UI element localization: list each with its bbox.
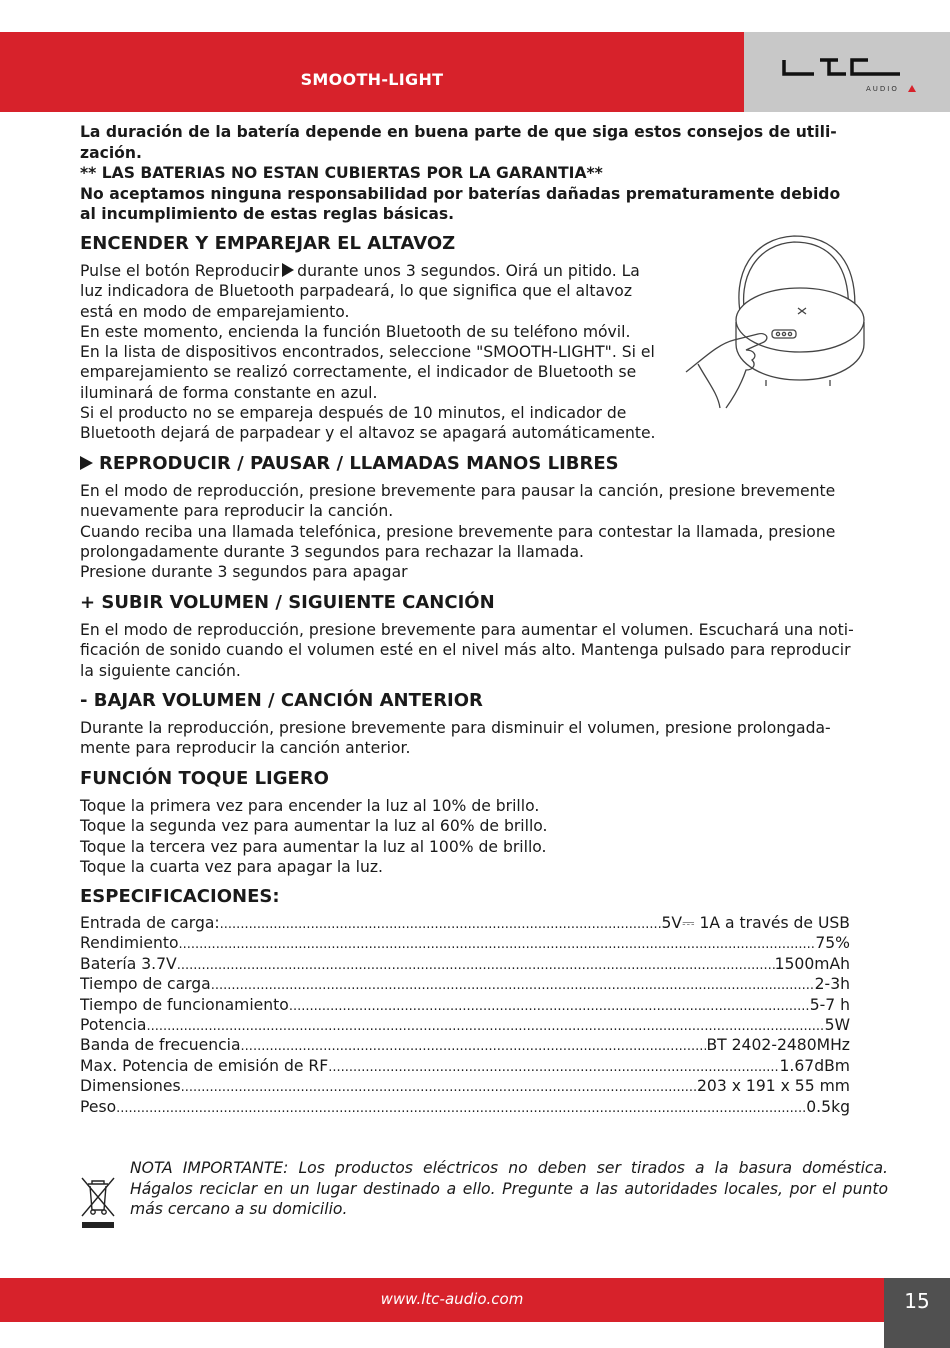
touch-section bbox=[80, 767, 888, 877]
pairing-text: luz indicadora de Bluetooth parpadeará, lo que significa que el altavoz bbox=[80, 282, 633, 301]
specs-section bbox=[80, 885, 888, 909]
spec-value: 1.67dBm bbox=[779, 1056, 850, 1075]
intro-line: La duración de la batería depende en buena parte de que siga estos consejos de utili- bbox=[80, 123, 837, 141]
spec-value: 75% bbox=[815, 934, 850, 953]
spec-value: 2-3h bbox=[814, 975, 850, 994]
spec-row bbox=[80, 1057, 850, 1077]
spec-row bbox=[80, 1077, 850, 1097]
spec-leader-dots bbox=[211, 978, 815, 993]
pairing-text: Pulse el botón Reproducir bbox=[80, 262, 280, 280]
intro-line: zación. bbox=[80, 143, 142, 162]
spec-label: Batería 3.7V bbox=[80, 954, 177, 973]
spec-label: Tiempo de funcionamiento bbox=[80, 995, 289, 1014]
spec-row bbox=[80, 996, 850, 1016]
volume-up-section bbox=[80, 591, 888, 681]
spec-leader-dots bbox=[177, 958, 775, 973]
important-note: NOTA IMPORTANTE: Los productos eléctricos no deben ser tirados a la basura doméstica. Hágalos reciclar en un lugar destinado a ello. Pregunte a las autoridades locales, por el punto más cercano a su domicilio. bbox=[130, 1159, 888, 1218]
specs-heading: ESPECIFICACIONES: bbox=[80, 886, 280, 907]
pairing-text: Si el producto no se empareja después de 10 minutos, el indicador de bbox=[80, 404, 627, 423]
spec-value: 203 x 191 x 55 mm bbox=[697, 1077, 850, 1096]
play-icon bbox=[80, 456, 93, 470]
spec-row bbox=[80, 975, 850, 995]
footer-url[interactable]: www.ltc-audio.com bbox=[380, 1290, 524, 1308]
pairing-text: durante unos 3 segundos. Oirá un pitido. La bbox=[297, 262, 640, 280]
touch-text: Toque la tercera vez para aumentar la luz al 100% de brillo. bbox=[80, 837, 547, 856]
svg-text:AUDIO: AUDIO bbox=[866, 85, 899, 93]
spec-row bbox=[80, 1016, 850, 1036]
play-text: Cuando reciba una llamada telefónica, presione brevemente para contestar la llamada, presione bbox=[80, 522, 836, 541]
spec-leader-dots bbox=[146, 1019, 824, 1034]
play-text: Presione durante 3 segundos para apagar bbox=[80, 563, 408, 582]
volume-down-heading: - BAJAR VOLUMEN / CANCIÓN ANTERIOR bbox=[80, 690, 483, 711]
touch-text: Toque la segunda vez para aumentar la luz al 60% de brillo. bbox=[80, 817, 548, 836]
pairing-text: iluminará de forma constante en azul. bbox=[80, 383, 378, 402]
weee-bin-icon bbox=[80, 1174, 116, 1234]
volume-down-section bbox=[80, 689, 888, 759]
play-heading: REPRODUCIR / PAUSAR / LLAMADAS MANOS LIBRES bbox=[99, 453, 619, 474]
spec-leader-dots bbox=[179, 937, 816, 952]
spec-value: BT 2402-2480MHz bbox=[706, 1036, 850, 1055]
spec-leader-dots bbox=[241, 1039, 707, 1054]
spec-row bbox=[80, 1098, 850, 1118]
volume-up-text: En el modo de reproducción, presione brevemente para aumentar el volumen. Escuchará una noti- bbox=[80, 621, 854, 639]
spec-value: 5-7 h bbox=[809, 995, 850, 1014]
pairing-text: está en modo de emparejamiento. bbox=[80, 302, 350, 321]
touch-text: Toque la primera vez para encender la luz al 10% de brillo. bbox=[80, 797, 540, 815]
spec-label: Rendimiento bbox=[80, 934, 179, 953]
speaker-illustration bbox=[684, 232, 884, 416]
volume-up-text: la siguiente canción. bbox=[80, 661, 241, 680]
volume-up-heading: + SUBIR VOLUMEN / SIGUIENTE CANCIÓN bbox=[80, 592, 495, 613]
volume-up-text: ficación de sonido cuando el volumen esté en el nivel más alto. Mantenga pulsado para reproducir bbox=[80, 641, 851, 660]
ltc-logo-icon bbox=[780, 56, 920, 96]
spec-label: Banda de frecuencia bbox=[80, 1036, 241, 1055]
spec-label: Tiempo de carga bbox=[80, 975, 211, 994]
spec-label: Dimensiones bbox=[80, 1077, 181, 1096]
spec-leader-dots bbox=[116, 1101, 806, 1116]
volume-down-text: Durante la reproducción, presione brevemente para disminuir el volumen, presione prolongada- bbox=[80, 719, 831, 737]
touch-heading: FUNCIÓN TOQUE LIGERO bbox=[80, 768, 329, 789]
spec-value: 0.5kg bbox=[806, 1097, 850, 1116]
specs-list bbox=[80, 914, 850, 1118]
play-text: nuevamente para reproducir la canción. bbox=[80, 502, 394, 521]
play-text: prolongadamente durante 3 segundos para rechazar la llamada. bbox=[80, 542, 584, 561]
spec-leader-dots bbox=[181, 1080, 697, 1095]
spec-label: Potencia bbox=[80, 1015, 147, 1034]
spec-leader-dots bbox=[220, 917, 662, 932]
intro-line: ** LAS BATERIAS NO ESTAN CUBIERTAS POR LA GARANTIA** bbox=[80, 164, 603, 182]
spec-label: Max. Potencia de emisión de RF bbox=[80, 1056, 329, 1075]
intro-line: al incumplimiento de estas reglas básicas. bbox=[80, 205, 455, 223]
pairing-text: En la lista de dispositivos encontrados, seleccione "SMOOTH-LIGHT". Si el bbox=[80, 343, 655, 362]
spec-row bbox=[80, 914, 850, 934]
spec-label: Peso bbox=[80, 1097, 117, 1116]
volume-down-text: mente para reproducir la canción anterior. bbox=[80, 739, 411, 758]
brand-logo bbox=[744, 32, 950, 112]
play-icon bbox=[282, 263, 294, 277]
header-title: SMOOTH-LIGHT bbox=[300, 70, 444, 89]
spec-row bbox=[80, 1036, 850, 1056]
pairing-text: emparejamiento se realizó correctamente, el indicador de Bluetooth se bbox=[80, 363, 637, 382]
pairing-text: En este momento, encienda la función Bluetooth de su teléfono móvil. bbox=[80, 322, 631, 341]
spec-row bbox=[80, 934, 850, 954]
page-number: 15 bbox=[884, 1278, 950, 1348]
spec-label: Entrada de carga: bbox=[80, 914, 220, 932]
touch-text: Toque la cuarta vez para apagar la luz. bbox=[80, 857, 384, 876]
play-text: En el modo de reproducción, presione brevemente para pausar la canción, presione brevemente bbox=[80, 482, 836, 500]
spec-value: 5W bbox=[824, 1015, 850, 1034]
spec-value: 1500mAh bbox=[774, 954, 850, 973]
pairing-heading: ENCENDER Y EMPAREJAR EL ALTAVOZ bbox=[80, 233, 456, 254]
spec-leader-dots bbox=[328, 1060, 779, 1075]
spec-value: 5V⎓ 1A a través de USB bbox=[661, 914, 850, 932]
spec-row bbox=[80, 955, 850, 975]
intro-line: No aceptamos ninguna responsabilidad por baterías dañadas prematuramente debido bbox=[80, 184, 841, 203]
pairing-text: Bluetooth dejará de parpadear y el altavoz se apagará automáticamente. bbox=[80, 424, 656, 443]
spec-leader-dots bbox=[289, 999, 810, 1014]
play-section bbox=[80, 452, 888, 582]
battery-note bbox=[80, 122, 888, 225]
